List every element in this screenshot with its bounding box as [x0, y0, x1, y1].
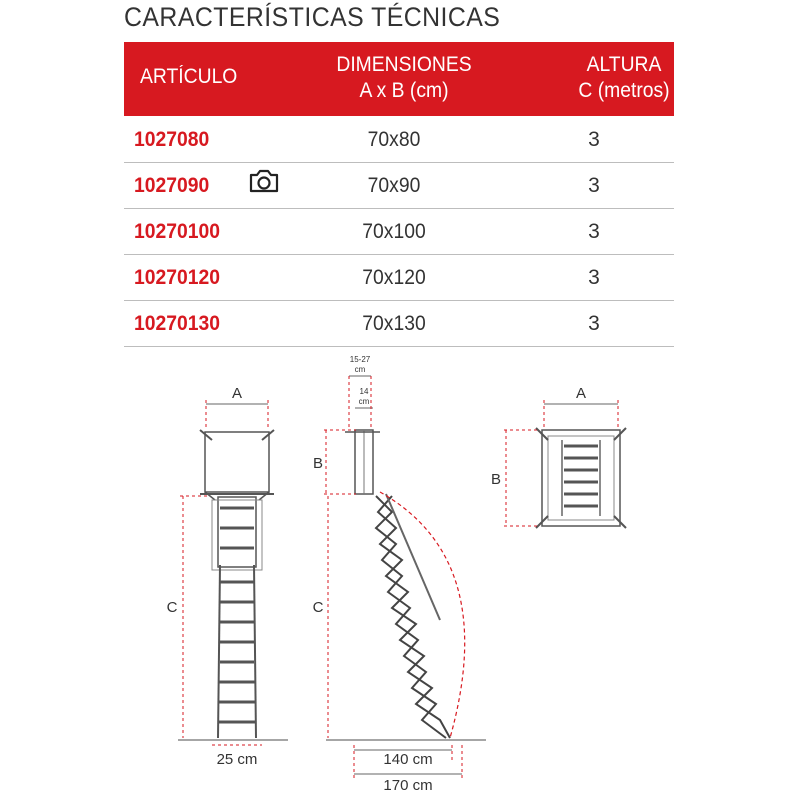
side-top1-unit: cm: [354, 365, 366, 374]
side-top2-unit: cm: [358, 397, 370, 406]
page-title: CARACTERÍSTICAS TÉCNICAS: [124, 2, 501, 32]
front-bottom-label: 25 cm: [216, 751, 258, 768]
height-value: 3: [588, 220, 600, 243]
article-code: 10270130: [134, 312, 220, 335]
height-value: 3: [588, 266, 600, 289]
side-bottom1: 140 cm: [383, 751, 433, 768]
header-alt-line2: C (metros): [578, 79, 670, 102]
article-code: 10270100: [134, 220, 220, 243]
top-view: [491, 385, 626, 528]
height-value: 3: [588, 312, 600, 335]
header-dim-line2: A x B (cm): [359, 79, 449, 102]
article-code: 10270120: [134, 266, 220, 289]
side-view: [313, 355, 486, 794]
header-dimensiones: [312, 52, 496, 104]
dimension-value: 70x100: [362, 220, 426, 243]
table-row: [124, 162, 674, 209]
technical-drawing: [0, 340, 800, 800]
side-label-c: C: [312, 599, 324, 616]
dimension-value: 70x90: [367, 174, 421, 197]
top-label-b: B: [490, 471, 502, 488]
side-top2: 14: [359, 387, 369, 396]
table-row: [124, 254, 674, 301]
hatch-frame: [205, 432, 269, 492]
camera-icon[interactable]: [248, 168, 280, 194]
height-value: 3: [588, 128, 600, 151]
dimension-value: 70x130: [362, 312, 426, 335]
dimension-value: 70x120: [362, 266, 426, 289]
article-code: 1027080: [134, 128, 210, 151]
side-label-b: B: [312, 455, 324, 472]
header-dim-line1: DIMENSIONES: [336, 53, 472, 76]
height-value: 3: [588, 174, 600, 197]
table-header: [124, 42, 674, 116]
front-label-a: A: [231, 385, 243, 402]
side-top1: 15-27: [349, 355, 371, 364]
header-altura: [550, 52, 697, 104]
side-bottom2: 170 cm: [383, 777, 433, 794]
dimension-value: 70x80: [367, 128, 421, 151]
table-row: [124, 116, 674, 163]
article-code: 1027090: [134, 174, 210, 197]
table-row: [124, 208, 674, 255]
front-view: [167, 385, 288, 768]
front-label-c: C: [166, 599, 178, 616]
header-alt-line1: ALTURA: [586, 53, 662, 76]
top-label-a: A: [575, 385, 587, 402]
header-articulo: ARTÍCULO: [140, 65, 238, 88]
